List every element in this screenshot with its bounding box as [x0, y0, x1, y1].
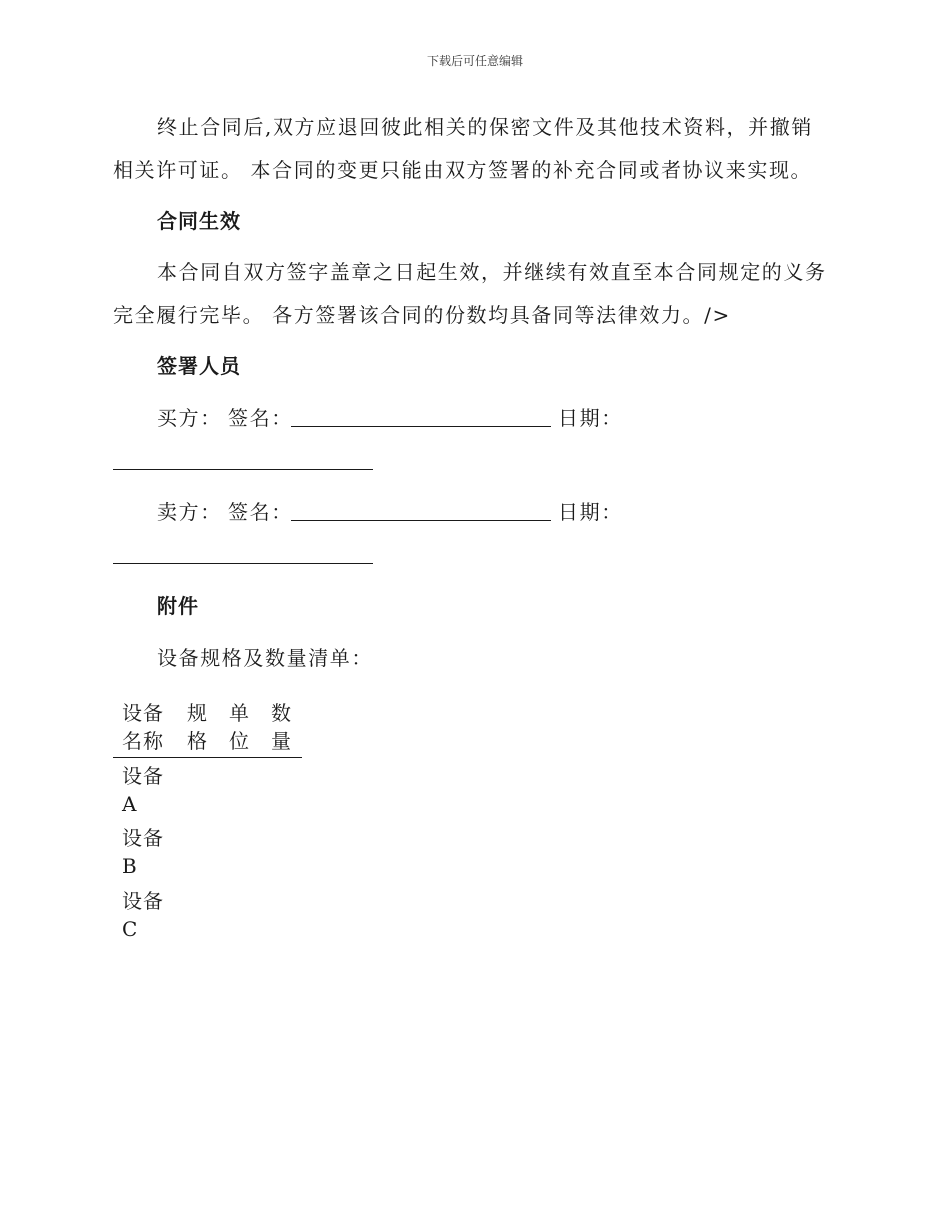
seller-role-label: 卖方： — [157, 500, 222, 524]
table-header-name: 设备 名称 — [122, 701, 164, 753]
effective-paragraph: 本合同自双方签字盖章之日起生效，并继续有效直至本合同规定的义务完全履行完毕。 各方签署该合同的份数均具备同等法律效力。/> — [113, 260, 827, 327]
table-header-spec: 规 格 — [187, 701, 208, 753]
table-row: 设备 A — [122, 764, 164, 816]
page-header-note: 下载后可任意编辑 — [426, 54, 523, 68]
seller-sign-label: 签名： — [228, 500, 293, 524]
buyer-sign-label: 签名： — [228, 406, 293, 430]
table-row: 设备 C — [122, 889, 164, 941]
buyer-date-line[interactable] — [113, 469, 373, 470]
table-header-rule — [113, 757, 302, 758]
table-header-quantity: 数 量 — [271, 701, 292, 753]
buyer-role-label: 买方： — [157, 406, 222, 430]
termination-paragraph: 终止合同后,双方应退回彼此相关的保密文件及其他技术资料，并撤销相关许可证。 本合同的变更只能由双方签署的补充合同或者协议来实现。 — [113, 115, 813, 182]
buyer-signature-line[interactable] — [291, 426, 551, 427]
seller-date-label: 日期： — [558, 500, 623, 524]
table-row: 设备 B — [122, 826, 164, 878]
seller-date-line[interactable] — [113, 563, 373, 564]
heading-attachment: 附件 — [157, 594, 199, 618]
buyer-date-label: 日期： — [558, 406, 623, 430]
equipment-list-title: 设备规格及数量清单： — [157, 646, 373, 670]
heading-signatories: 签署人员 — [157, 354, 241, 378]
table-header-unit: 单 位 — [229, 701, 250, 753]
heading-contract-effective: 合同生效 — [157, 209, 241, 233]
seller-signature-line[interactable] — [291, 520, 551, 521]
